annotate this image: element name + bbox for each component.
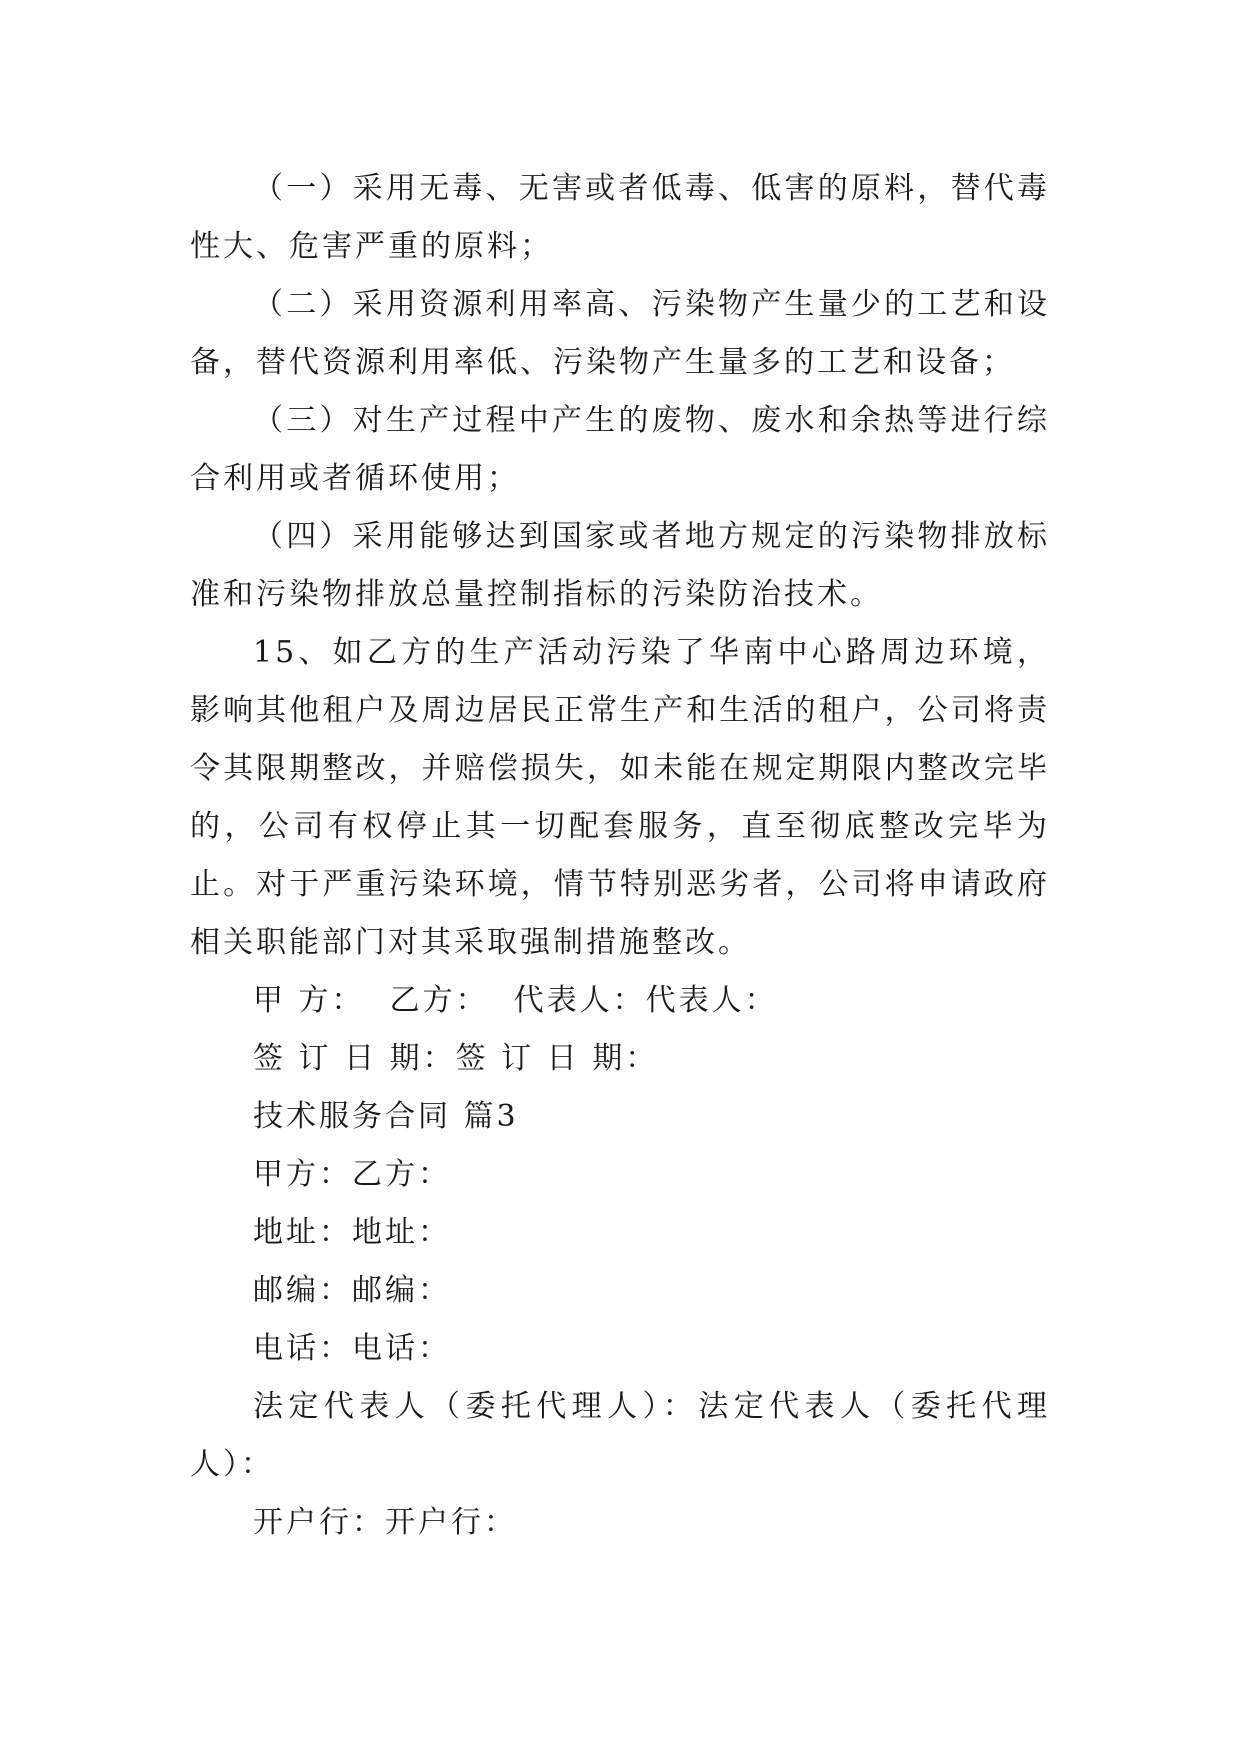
bank-line: 开户行：开户行： [253,1505,517,1540]
clause-item-1: （一）采用无毒、无害或者低毒、低害的原料，替代毒性大、危害严重的原料； [190,171,1050,264]
phone-line: 电话：电话： [253,1331,451,1366]
section-title: 技术服务合同 篇3 [253,1099,519,1134]
signing-date-line: 签 订 日 期：签 订 日 期： [253,1041,659,1076]
document-body [190,160,1050,1552]
clause-15: 15、如乙方的生产活动污染了华南中心路周边环境，影响其他租户及周边居民正常生产和生活的租户，公司将责令其限期整改，并赔偿损失，如未能在规定期限内整改完毕的，公司有权停止其一切配套服务，直至彻底整改完毕为止。对于严重污染环境，情节特别恶劣者，公司将申请政府相关职能部门对其采取强制措施整改。 [190,635,1050,960]
signature-line: 甲 方： 乙方： 代表人：代表人： [253,983,778,1018]
postcode-line: 邮编：邮编： [253,1273,451,1308]
clause-item-2: （二）采用资源利用率高、污染物产生量少的工艺和设备，替代资源利用率低、污染物产生量多的工艺和设备； [190,287,1050,380]
party-line: 甲方：乙方： [253,1157,451,1192]
legal-representative-paragraph: 法定代表人（委托代理人）：法定代表人（委托代理人）： [190,1389,1050,1482]
clause-item-3: （三）对生产过程中产生的废物、废水和余热等进行综合利用或者循环使用； [190,403,1050,496]
clause-item-4: （四）采用能够达到国家或者地方规定的污染物排放标准和污染物排放总量控制指标的污染防治技术。 [190,519,1050,612]
address-line: 地址：地址： [253,1215,451,1250]
